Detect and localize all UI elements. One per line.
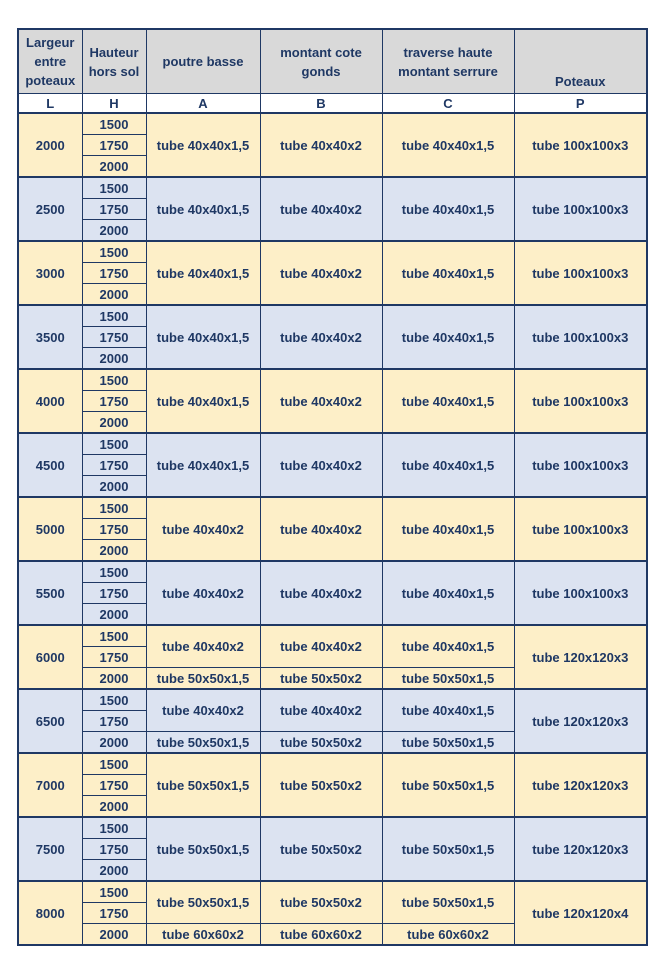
cell-b: tube 40x40x2: [260, 305, 382, 369]
cell-largeur: 3000: [18, 241, 82, 305]
header-traverse: traverse haute montant serrure: [382, 29, 514, 94]
cell-hauteur: 2000: [82, 732, 146, 754]
cell-p: tube 120x120x3: [514, 689, 647, 753]
cell-largeur: 4000: [18, 369, 82, 433]
cell-a: tube 40x40x2: [146, 561, 260, 625]
cell-largeur: 2500: [18, 177, 82, 241]
table-row: [18, 241, 647, 263]
cell-b2: tube 50x50x2: [260, 732, 382, 754]
cell-hauteur: 1500: [82, 113, 146, 135]
table-row: [18, 433, 647, 455]
cell-hauteur: 1500: [82, 689, 146, 711]
cell-a: tube 40x40x1,5: [146, 113, 260, 177]
table-row: [18, 305, 647, 327]
cell-hauteur: 1750: [82, 327, 146, 348]
table-row: [18, 561, 647, 583]
cell-a: tube 40x40x2: [146, 689, 260, 732]
cell-p: tube 120x120x3: [514, 753, 647, 817]
cell-hauteur: 1500: [82, 881, 146, 903]
cell-c: tube 40x40x1,5: [382, 177, 514, 241]
table-row: [18, 689, 647, 711]
cell-b2: tube 60x60x2: [260, 924, 382, 946]
cell-hauteur: 2000: [82, 796, 146, 818]
cell-largeur: 6500: [18, 689, 82, 753]
cell-hauteur: 2000: [82, 668, 146, 690]
cell-hauteur: 2000: [82, 156, 146, 178]
header-hauteur: Hauteur hors sol: [82, 29, 146, 94]
cell-a: tube 40x40x1,5: [146, 241, 260, 305]
cell-largeur: 5000: [18, 497, 82, 561]
cell-a2: tube 50x50x1,5: [146, 668, 260, 690]
cell-p: tube 100x100x3: [514, 305, 647, 369]
cell-a: tube 40x40x1,5: [146, 433, 260, 497]
cell-c: tube 50x50x1,5: [382, 753, 514, 817]
cell-hauteur: 1500: [82, 497, 146, 519]
header-largeur: Largeur entre poteaux: [18, 29, 82, 94]
cell-p: tube 100x100x3: [514, 561, 647, 625]
cell-b: tube 50x50x2: [260, 817, 382, 881]
cell-p: tube 100x100x3: [514, 369, 647, 433]
cell-hauteur: 1500: [82, 369, 146, 391]
table-row: [18, 177, 647, 199]
cell-b: tube 40x40x2: [260, 689, 382, 732]
table-row: [18, 369, 647, 391]
cell-hauteur: 1750: [82, 455, 146, 476]
cell-hauteur: 1500: [82, 433, 146, 455]
cell-hauteur: 2000: [82, 348, 146, 370]
cell-c2: tube 60x60x2: [382, 924, 514, 946]
gate-spec-table: [17, 28, 648, 946]
header-poutre: poutre basse: [146, 29, 260, 94]
cell-hauteur: 1500: [82, 625, 146, 647]
cell-b: tube 50x50x2: [260, 881, 382, 924]
cell-hauteur: 2000: [82, 476, 146, 498]
cell-p: tube 120x120x3: [514, 817, 647, 881]
cell-hauteur: 2000: [82, 604, 146, 626]
cell-c: tube 40x40x1,5: [382, 113, 514, 177]
cell-c: tube 40x40x1,5: [382, 433, 514, 497]
cell-hauteur: 1750: [82, 839, 146, 860]
cell-b: tube 40x40x2: [260, 113, 382, 177]
letter-l: L: [18, 94, 82, 114]
table-row: [18, 753, 647, 775]
cell-hauteur: 1750: [82, 903, 146, 924]
cell-c: tube 40x40x1,5: [382, 497, 514, 561]
letter-h: H: [82, 94, 146, 114]
cell-a: tube 40x40x2: [146, 497, 260, 561]
cell-b: tube 40x40x2: [260, 177, 382, 241]
cell-b: tube 50x50x2: [260, 753, 382, 817]
cell-c2: tube 50x50x1,5: [382, 668, 514, 690]
cell-hauteur: 2000: [82, 284, 146, 306]
cell-largeur: 7500: [18, 817, 82, 881]
cell-p: tube 100x100x3: [514, 497, 647, 561]
cell-hauteur: 2000: [82, 412, 146, 434]
table-row: [18, 497, 647, 519]
cell-a: tube 50x50x1,5: [146, 753, 260, 817]
cell-b: tube 40x40x2: [260, 497, 382, 561]
letter-b: B: [260, 94, 382, 114]
letter-p: P: [514, 94, 647, 114]
cell-c: tube 40x40x1,5: [382, 369, 514, 433]
cell-hauteur: 2000: [82, 860, 146, 882]
cell-largeur: 8000: [18, 881, 82, 945]
cell-c: tube 50x50x1,5: [382, 817, 514, 881]
cell-a: tube 40x40x2: [146, 625, 260, 668]
cell-c2: tube 50x50x1,5: [382, 732, 514, 754]
cell-largeur: 6000: [18, 625, 82, 689]
cell-hauteur: 2000: [82, 220, 146, 242]
cell-hauteur: 1500: [82, 177, 146, 199]
cell-hauteur: 1750: [82, 263, 146, 284]
cell-largeur: 3500: [18, 305, 82, 369]
cell-hauteur: 2000: [82, 540, 146, 562]
cell-p: tube 120x120x3: [514, 625, 647, 689]
cell-largeur: 4500: [18, 433, 82, 497]
cell-hauteur: 1750: [82, 391, 146, 412]
cell-p: tube 120x120x4: [514, 881, 647, 945]
letter-c: C: [382, 94, 514, 114]
cell-hauteur: 1750: [82, 135, 146, 156]
letter-a: A: [146, 94, 260, 114]
cell-largeur: 2000: [18, 113, 82, 177]
cell-hauteur: 1500: [82, 561, 146, 583]
cell-hauteur: 1750: [82, 775, 146, 796]
cell-b: tube 40x40x2: [260, 369, 382, 433]
cell-c: tube 40x40x1,5: [382, 689, 514, 732]
header-poteaux: Poteaux: [514, 29, 647, 94]
cell-b: tube 40x40x2: [260, 561, 382, 625]
cell-a2: tube 60x60x2: [146, 924, 260, 946]
cell-c: tube 50x50x1,5: [382, 881, 514, 924]
cell-hauteur: 1500: [82, 753, 146, 775]
cell-hauteur: 1500: [82, 817, 146, 839]
header-row: [18, 29, 647, 94]
cell-hauteur: 1500: [82, 305, 146, 327]
cell-largeur: 5500: [18, 561, 82, 625]
cell-a: tube 40x40x1,5: [146, 177, 260, 241]
cell-c: tube 40x40x1,5: [382, 305, 514, 369]
cell-hauteur: 1750: [82, 519, 146, 540]
cell-largeur: 7000: [18, 753, 82, 817]
cell-c: tube 40x40x1,5: [382, 561, 514, 625]
table-row: [18, 817, 647, 839]
cell-a2: tube 50x50x1,5: [146, 732, 260, 754]
cell-hauteur: 1750: [82, 199, 146, 220]
cell-p: tube 100x100x3: [514, 433, 647, 497]
table-row: [18, 881, 647, 903]
cell-p: tube 100x100x3: [514, 177, 647, 241]
cell-a: tube 40x40x1,5: [146, 305, 260, 369]
cell-hauteur: 2000: [82, 924, 146, 946]
cell-p: tube 100x100x3: [514, 241, 647, 305]
cell-a: tube 40x40x1,5: [146, 369, 260, 433]
cell-b: tube 40x40x2: [260, 241, 382, 305]
cell-a: tube 50x50x1,5: [146, 817, 260, 881]
cell-c: tube 40x40x1,5: [382, 241, 514, 305]
table-row: [18, 113, 647, 135]
cell-hauteur: 1750: [82, 583, 146, 604]
cell-b: tube 40x40x2: [260, 625, 382, 668]
cell-b: tube 40x40x2: [260, 433, 382, 497]
cell-hauteur: 1750: [82, 711, 146, 732]
letter-row: [18, 94, 647, 114]
cell-hauteur: 1500: [82, 241, 146, 263]
table-body: [18, 113, 647, 945]
cell-c: tube 40x40x1,5: [382, 625, 514, 668]
cell-p: tube 100x100x3: [514, 113, 647, 177]
cell-hauteur: 1750: [82, 647, 146, 668]
header-montant: montant cote gonds: [260, 29, 382, 94]
cell-a: tube 50x50x1,5: [146, 881, 260, 924]
cell-b2: tube 50x50x2: [260, 668, 382, 690]
table-row: [18, 625, 647, 647]
